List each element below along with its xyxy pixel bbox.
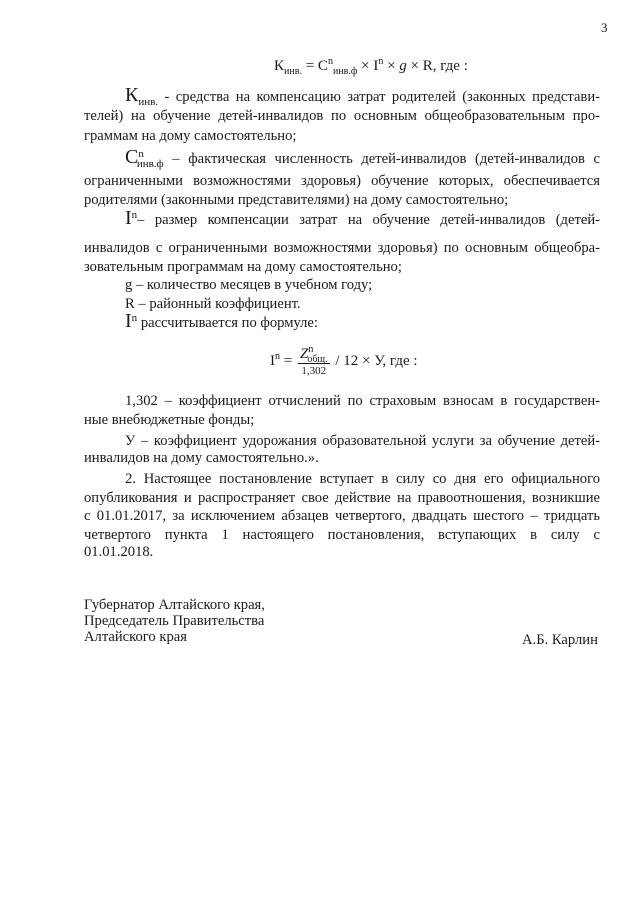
formula2-i-sup: n <box>275 350 280 362</box>
formula-c: С <box>317 58 328 74</box>
formula-k: К <box>274 58 285 74</box>
signature-name: А.Б. Карлин <box>522 632 598 648</box>
formula-times-2: × <box>383 58 400 74</box>
para2-line-4: четвертого пункта 1 настоящего постановления, вступающих в силу с <box>84 527 600 543</box>
def-i-symbol: I <box>125 207 132 229</box>
def-c-line-3: родителями (законными представителями) на дому самостоятельно; <box>84 192 509 208</box>
formula2-numerator <box>298 346 330 364</box>
def-k-sub: инв. <box>138 95 159 108</box>
coef-line-1: 1,302 – коэффициент отчислений по страховым взносам в государствен- <box>125 393 600 409</box>
def-c-symbol: С <box>125 146 139 168</box>
def-c-line-2: ограниченными возможностями здоровья) обучение которых, обеспечивается <box>84 173 600 189</box>
def-k-text-1: - средства на компенсацию затрат родителей (законных представи- <box>158 89 600 105</box>
compensation-formula <box>274 58 468 75</box>
formula-r: R <box>422 58 433 74</box>
def-i-sup: n <box>131 209 138 222</box>
calc-i-sup: n <box>131 312 138 325</box>
def-c-line-1 <box>125 146 600 170</box>
def-i-line-1 <box>125 207 600 230</box>
formula-times-1: × <box>357 58 374 74</box>
def-i-text-1: – размер компенсации затрат на обучение детей-инвалидов (детей- <box>137 212 600 228</box>
formula-tail: , где : <box>432 58 468 74</box>
signature-title-2: Председатель Правительства <box>84 613 265 629</box>
calc-intro <box>125 310 318 333</box>
rate-formula <box>270 346 418 377</box>
calc-i-symbol: I <box>125 310 132 332</box>
signature-title-1: Губернатор Алтайского края, <box>84 597 265 613</box>
def-i-line-2: инвалидов с ограниченными возможностями здоровья) по основным общеобра- <box>84 240 600 256</box>
signature-title-3: Алтайского края <box>84 629 187 645</box>
def-k-line-3: граммам на дому самостоятельно; <box>84 128 297 144</box>
def-c-text-1: – фактическая численность детей-инвалидов (детей-инвалидов с <box>163 151 600 167</box>
formula-k-sub: инв. <box>284 66 302 77</box>
def-k-line-2: телей) на обучение детей-инвалидов по основным общеобразовательным про- <box>84 108 600 124</box>
page-number: 3 <box>601 20 608 35</box>
formula2-eq: = <box>280 352 296 369</box>
formula-i-sup: n <box>378 56 384 67</box>
coef-line-2: ные внебюджетные фонды; <box>84 412 255 428</box>
y-line-1: У – коэффициент удорожания образовательной услуги за обучение детей- <box>125 433 600 449</box>
def-i-line-3: зовательным программам на дому самостоятельно; <box>84 259 402 275</box>
formula-times-3: × <box>406 58 423 74</box>
formula2-z: Z <box>299 346 309 362</box>
para2-line-5: 01.01.2018. <box>84 544 154 560</box>
formula-i: I <box>373 58 379 74</box>
def-k-line-1 <box>125 84 600 108</box>
formula2-z-sub: общ. <box>307 354 328 365</box>
para2-line-2: опубликования и распространяет свое действие на правоотношения, возникшие <box>84 490 600 506</box>
def-c-sub: инв.ф <box>136 157 164 170</box>
def-c-sup: n <box>138 148 144 161</box>
formula2-tail: / 12 × У, где : <box>331 352 418 369</box>
formula2-denominator: 1,302 <box>301 365 327 377</box>
formula-c-sub: инв.ф <box>332 66 358 77</box>
def-k-symbol: К <box>125 84 139 106</box>
formula-eq: = <box>301 58 318 74</box>
formula-c-sup: n <box>327 56 333 67</box>
para2-line-1: 2. Настоящее постановление вступает в силу со дня его официального <box>125 471 600 487</box>
formula-g: g <box>399 58 407 74</box>
y-line-2: инвалидов на дому самостоятельно.». <box>84 450 319 466</box>
formula2-fraction <box>298 346 330 377</box>
formula2-i: I <box>270 352 275 369</box>
def-r-line: R – районный коэффициент. <box>125 296 301 312</box>
def-g-line: g – количество месяцев в учебном году; <box>125 277 373 293</box>
formula2-z-sup: n <box>308 344 314 355</box>
para2-line-3: с 01.01.2017, за исключением абзацев четвертого, двадцать шестого – тридцать <box>84 508 600 524</box>
calc-text: рассчитывается по формуле: <box>137 315 318 331</box>
